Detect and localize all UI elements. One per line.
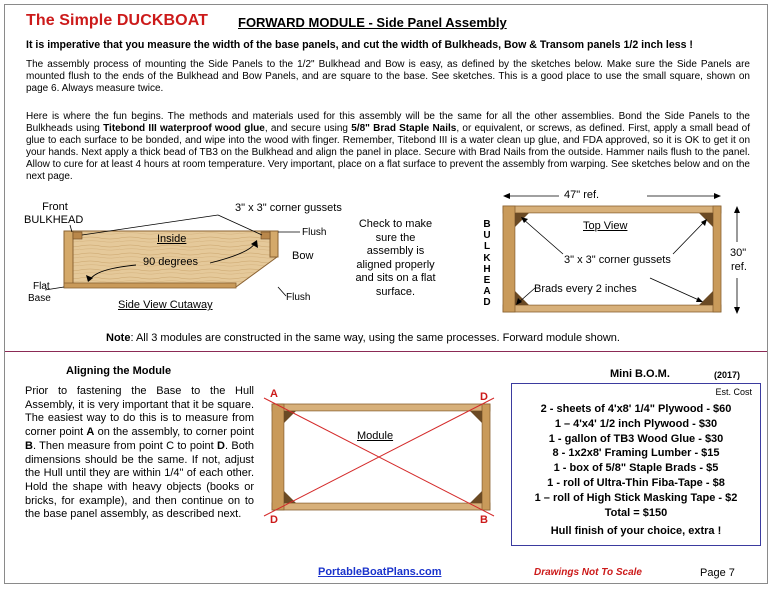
align-text-4: . Both dimensions should be the same. If not, adjust the Hull until they are within 1/4" of each other. Hold the shape with heavy objects (books or bricks, for example), and then continue on to the base panel assembly, as described next. xyxy=(25,439,255,521)
bom-item: 1 - roll of Ultra-Thin Fiba-Tape - $8 xyxy=(547,476,725,489)
corner-d-bottom-label: D xyxy=(270,514,278,526)
page-number: Page 7 xyxy=(700,567,735,579)
module-frame-bottom xyxy=(272,503,490,510)
scale-note: Drawings Not To Scale xyxy=(534,567,642,578)
side-gussets-label: 3" x 3" corner gussets xyxy=(235,202,342,214)
letter-l: L xyxy=(483,241,491,253)
top-view-title: Top View xyxy=(583,220,628,232)
assembly-paragraph: The assembly process of mounting the Side Panels to the 1/2" Bulkhead and Bow is easy, as defined by the sketches below. Make sure the Side Panels are mounted flush to the ends of the Bulkhead and Bow Panels, and are square to the base. See sketches. This is a good place to use the small square, shown on page 6. Always measure twice. xyxy=(26,59,750,94)
module-frame-right xyxy=(482,404,490,510)
front-label: Front xyxy=(42,201,68,213)
brads-label: Brads every 2 inches xyxy=(534,283,637,295)
module-title: FORWARD MODULE - Side Panel Assembly xyxy=(238,15,507,30)
warning-text: It is imperative that you measure the width of the base panels, and cut the width of Bulkheads, Bow & Transom panels 1/2 inch less ! xyxy=(26,39,693,51)
bom-item: 8 - 1x2x8' Framing Lumber - $15 xyxy=(552,447,720,460)
site-link[interactable]: PortableBoatPlans.com xyxy=(318,566,442,578)
base-board xyxy=(64,283,236,288)
top-gussets-label: 3" x 3" corner gussets xyxy=(564,254,671,266)
aligning-text xyxy=(25,385,254,522)
align-text-3: . Then measure from point C to point xyxy=(32,439,218,452)
brand-title: The Simple DUCKBOAT xyxy=(26,12,209,29)
align-text-2: on the assembly, to corner point xyxy=(94,426,254,439)
base-label: Base xyxy=(28,293,51,304)
bulkhead-vertical-label xyxy=(481,219,493,309)
aligning-title: Aligning the Module xyxy=(66,365,172,377)
gusset-top-right xyxy=(261,232,270,239)
bom-item: 1 - gallon of TB3 Wood Glue - $30 xyxy=(548,432,724,445)
check-text: Check to make sure the assembly is aligned properly and sits on a flat surface. xyxy=(355,218,436,298)
corner-b-label: B xyxy=(480,514,488,526)
flat-label: Flat xyxy=(33,281,50,292)
degrees-label: 90 degrees xyxy=(143,256,199,268)
inside-label: Inside xyxy=(157,233,187,245)
corner-a-label: A xyxy=(270,388,278,400)
note-line xyxy=(106,332,620,344)
frame-bottom xyxy=(503,305,721,312)
method-paragraph xyxy=(26,111,750,182)
point-b: B xyxy=(25,439,33,452)
bom-item: 1 - box of 5/8" Staple Brads - $5 xyxy=(553,462,719,475)
point-a: A xyxy=(86,426,95,439)
nails-name: 5/8" Brad Staple Nails xyxy=(351,122,457,134)
letter-u: U xyxy=(483,230,491,242)
method-text-1: Here is where the fun begins. The methods and materials used for this assembly will be the same for all the other assemblies. Bond the Side Panels to the Bulkheads using xyxy=(26,111,750,134)
align-text-1: Prior to fastening the Base to the Hull Assembly, it is very important that it be square. The easiest way to do this is to measure from corner point xyxy=(25,385,254,439)
bom-total: Total = $150 xyxy=(604,506,668,519)
frame-top xyxy=(503,206,721,213)
section-divider xyxy=(5,351,767,352)
flush-top-label: Flush xyxy=(302,227,327,238)
method-text-3: , or equivalent, or screws, as defined. First, apply a small bead of glue to each surface to be bonded, and wipe into the wood with finger. Remember, Titebond III is a water clean up glue, and FDA approved, so it is OK to get it on your hands. Next apply a thick bead of TB3 on the Bulkhead and align the panel in place. Secure with Brad Nails from the outside. Hammer nails flush to the panel. Allow to cure for at least 4 hours at room temperature. Very important, place on a flat surface to prevent the assembly from warping. See sketches below and on the next page. xyxy=(26,122,750,182)
module-diagram xyxy=(256,392,506,532)
module-label: Module xyxy=(357,430,394,442)
bow-label: Bow xyxy=(292,250,314,262)
bom-year: (2017) xyxy=(714,370,741,380)
letter-d: D xyxy=(483,297,491,309)
side-view-caption: Side View Cutaway xyxy=(118,299,213,311)
gusset-top-left xyxy=(73,232,82,239)
module-frame-left xyxy=(272,404,284,510)
point-d: D xyxy=(217,439,225,452)
bom-item: 1 – 4'x4' 1/2 inch Plywood - $30 xyxy=(554,417,718,430)
bom-item: 1 – roll of High Stick Masking Tape - $2 xyxy=(534,491,738,504)
letter-a: A xyxy=(483,286,491,298)
note-text: : All 3 modules are constructed in the same way, using the same processes. Forward module shown. xyxy=(130,332,620,344)
bulkhead-label: BULKHEAD xyxy=(24,214,84,226)
bom-items xyxy=(512,402,760,520)
corner-d-top-label: D xyxy=(480,391,488,403)
letter-k: K xyxy=(483,252,491,264)
bom-item: 2 - sheets of 4'x8' 1/4" Plywood - $60 xyxy=(540,403,732,415)
bow-board xyxy=(270,231,278,257)
letter-h: H xyxy=(483,263,491,275)
glue-name: Titebond III waterproof wood glue xyxy=(103,122,265,134)
top-view-sketch xyxy=(495,188,755,318)
height-value-label: 30" xyxy=(730,247,747,259)
flush-bottom-label: Flush xyxy=(286,292,311,303)
frame-left xyxy=(503,206,515,312)
letter-b: B xyxy=(483,219,491,230)
note-label: Note xyxy=(106,332,131,344)
method-text-2: , and secure using xyxy=(264,122,352,134)
bom-cost-header: Est. Cost xyxy=(715,387,752,397)
height-unit-label: ref. xyxy=(731,261,747,273)
frame-right xyxy=(713,206,721,312)
bom-title: Mini B.O.M. xyxy=(610,368,670,380)
bulkhead-board xyxy=(64,231,73,287)
bom-box xyxy=(511,383,761,546)
bom-footer: Hull finish of your choice, extra ! xyxy=(550,525,722,537)
width-ref-label: 47" ref. xyxy=(564,189,600,201)
letter-e: E xyxy=(483,275,491,287)
module-frame-top xyxy=(272,404,490,411)
